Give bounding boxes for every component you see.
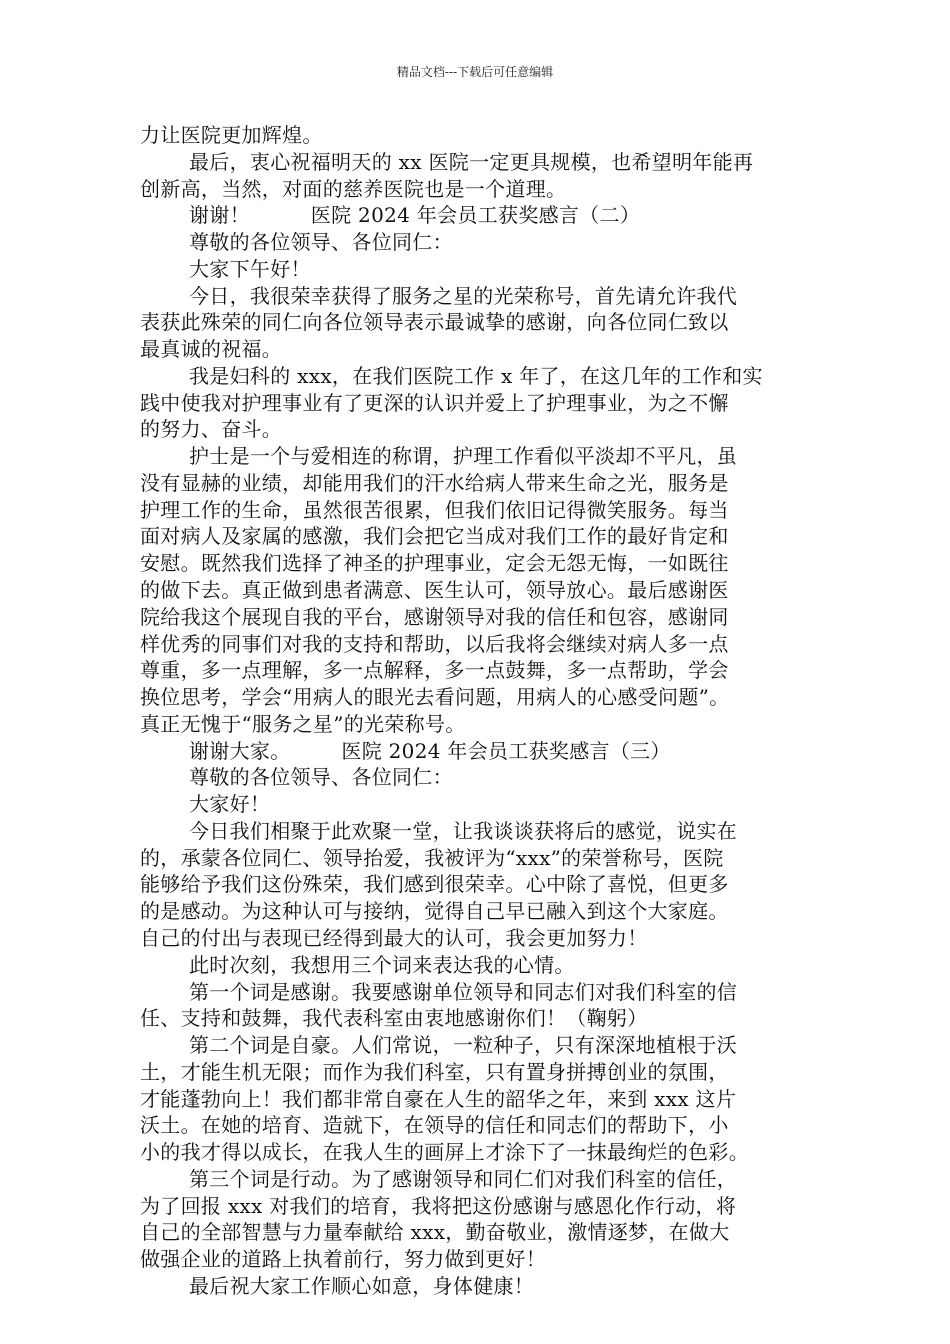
text-line: 最后，衷心祝福明天的 xx 医院一定更具规模，也希望明年能再	[189, 149, 754, 174]
text-line: 第二个词是自豪。人们常说，一粒种子，只有深深地植根于沃	[189, 1033, 738, 1058]
text-line: 尊敬的各位领导、各位同仁：	[189, 230, 453, 255]
text-line: 的，承蒙各位同仁、领导抬爱，我被评为“xxx”的荣誉称号，医院	[140, 845, 724, 870]
text-line: 沃土。在她的培育、造就下，在领导的信任和同志们的帮助下，小	[140, 1113, 729, 1138]
text-line: 为了回报 xxx 对我们的培育，我将把这份感谢与感恩化作行动，将	[140, 1193, 737, 1218]
text-line: 此时次刻，我想用三个词来表达我的心情。	[189, 952, 575, 977]
text-line: 最真诚的祝福。	[140, 337, 283, 362]
text-line: 力让医院更加辉煌。	[140, 123, 323, 147]
text-line: 大家好！	[189, 792, 271, 817]
text-line: 做强企业的道路上执着前行，努力做到更好！	[140, 1247, 546, 1272]
text-line: 创新高，当然，对面的慈养医院也是一个道理。	[140, 176, 567, 201]
text-line: 自己的全部智慧与力量奉献给 xxx，勤奋敬业，激情逐梦，在做大	[140, 1220, 730, 1245]
text-line: 我是妇科的 xxx，在我们医院工作 x 年了，在这几年的工作和实	[189, 363, 763, 388]
page-header: 精品文档---下载后可任意编辑	[396, 65, 554, 79]
text-line: 真正无愧于“服务之星”的光荣称号。	[140, 711, 466, 736]
text-line: 谢谢大家。 医院 2024 年会员工获奖感言（三）	[189, 738, 671, 763]
text-line: 今日我们相聚于此欢聚一堂，让我谈谈获将后的感觉，说实在	[189, 818, 738, 843]
text-line: 换位思考，学会“用病人的眼光去看问题，用病人的心感受问题”。	[140, 685, 730, 710]
text-line: 小的我才得以成长，在我人生的画屏上才涂下了一抹最绚烂的色彩。	[140, 1140, 749, 1165]
text-line: 院给我这个展现自我的平台，感谢领导对我的信任和包容，感谢同	[140, 604, 729, 629]
text-line: 第一个词是感谢。我要感谢单位领导和同志们对我们科室的信	[189, 979, 738, 1004]
text-line: 尊敬的各位领导、各位同仁：	[189, 765, 453, 790]
text-line: 护士是一个与爱相连的称谓，护理工作看似平淡却不平凡，虽	[189, 444, 738, 469]
text-line: 任、支持和鼓舞，我代表科室由衷地感谢你们！（鞠躬）	[140, 1006, 648, 1031]
text-line: 最后祝大家工作顺心如意，身体健康！	[189, 1273, 535, 1298]
document-body	[140, 122, 836, 1300]
text-line: 今日，我很荣幸获得了服务之星的光荣称号，首先请允许我代	[189, 283, 738, 308]
text-line: 践中使我对护理事业有了更深的认识并爱上了护理事业，为之不懈	[140, 390, 729, 415]
text-line: 样优秀的同事们对我的支持和帮助，以后我将会继续对病人多一点	[140, 631, 729, 656]
text-line: 能够给予我们这份殊荣，我们感到很荣幸。心中除了喜悦，但更多	[140, 872, 729, 897]
text-line: 没有显赫的业绩，却能用我们的汗水给病人带来生命之光，服务是	[140, 470, 729, 495]
text-line: 土，才能生机无限；而作为我们科室，只有置身拼搏创业的氛围，	[140, 1059, 729, 1084]
text-line: 的做下去。真正做到患者满意、医生认可，领导放心。最后感谢医	[140, 578, 729, 603]
text-line: 护理工作的生命，虽然很苦很累，但我们依旧记得微笑服务。每当	[140, 497, 729, 522]
text-line: 大家下午好！	[189, 256, 311, 281]
text-line: 的努力、奋斗。	[140, 417, 283, 442]
text-line: 的是感动。为这种认可与接纳，觉得自己早已融入到这个大家庭。	[140, 899, 729, 924]
text-line: 尊重，多一点理解，多一点解释，多一点鼓舞，多一点帮助，学会	[140, 658, 729, 683]
text-line: 谢谢！ 医院 2024 年会员工获奖感言（二）	[189, 203, 641, 228]
text-line: 安慰。既然我们选择了神圣的护理事业，定会无怨无悔，一如既往	[140, 551, 729, 576]
text-line: 面对病人及家属的感激，我们会把它当成对我们工作的最好肯定和	[140, 524, 729, 549]
text-line: 自己的付出与表现已经得到最大的认可，我会更加努力！	[140, 925, 648, 950]
text-line: 才能蓬勃向上！我们都非常自豪在人生的韶华之年，来到 xxx 这片	[140, 1086, 737, 1111]
text-line: 表获此殊荣的同仁向各位领导表示最诚挚的感谢，向各位同仁致以	[140, 310, 729, 335]
text-line: 第三个词是行动。为了感谢领导和同仁们对我们科室的信任，	[189, 1166, 738, 1191]
